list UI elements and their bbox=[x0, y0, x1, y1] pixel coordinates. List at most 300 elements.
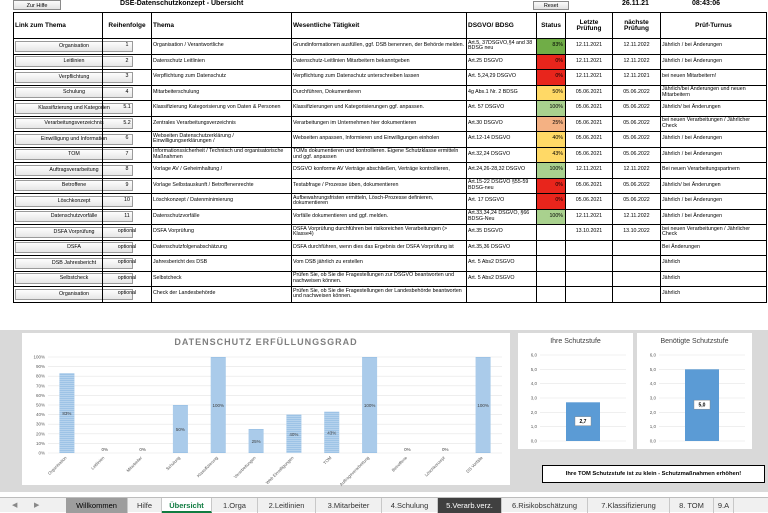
cycle-text: Jährlich / bei Änderungen bbox=[662, 42, 723, 49]
topic-cell bbox=[152, 225, 292, 241]
cycle-cell bbox=[661, 116, 767, 132]
next-check-cell bbox=[613, 178, 661, 194]
bar-value-label: 0% bbox=[101, 447, 109, 452]
law-cell bbox=[467, 70, 537, 86]
category-label: Verarbeitungen bbox=[232, 455, 257, 480]
y-tick-label: 100% bbox=[33, 354, 45, 360]
current-level-title: Ihre Schutzstufe bbox=[550, 338, 601, 345]
last-check-date: 13.10.2021 bbox=[575, 228, 603, 235]
cycle-text: bei neuen Verarbeitungen / Jährlicher Check bbox=[662, 225, 751, 238]
last-check-cell bbox=[566, 101, 613, 117]
activity-text: Prüfen Sie, ob Sie die Fragestellungen zur DSGVO beantworten und nachweisen können. bbox=[293, 272, 455, 284]
tab-übersicht[interactable]: Übersicht bbox=[162, 498, 212, 513]
law-cell bbox=[467, 39, 537, 55]
law-cell bbox=[467, 163, 537, 179]
cycle-text: Bei Änderungen bbox=[662, 243, 700, 250]
topic-cell bbox=[152, 256, 292, 272]
cycle-text: Jährlich / bei Änderungen bbox=[662, 135, 723, 142]
y-tick-label: 6,0 bbox=[530, 352, 537, 358]
topic-cell bbox=[152, 101, 292, 117]
cycle-cell bbox=[661, 39, 767, 55]
link-button[interactable]: Organisation bbox=[15, 289, 133, 300]
table-row bbox=[14, 194, 767, 210]
cycle-text: Bei neuen Verarbeitungspartnern bbox=[662, 166, 740, 173]
order-value: optional bbox=[117, 274, 137, 281]
next-check-date: 12.11.2022 bbox=[623, 212, 650, 219]
link-cell[interactable] bbox=[14, 132, 108, 148]
last-check-date: 05.06.2021 bbox=[575, 197, 603, 204]
required-level-svg bbox=[637, 333, 752, 449]
y-tick-label: 5,0 bbox=[649, 366, 656, 372]
law-text: Art.24,26-28,32 DSGVO bbox=[468, 166, 526, 173]
activity-text: Prüfen Sie, ob Sie die Fragestellungen der Landesbehörde beantworten und nachweisen können. bbox=[293, 287, 462, 300]
y-tick-label: 10% bbox=[35, 440, 45, 446]
bar-value-label: 0% bbox=[441, 447, 449, 452]
status-value: 40% bbox=[552, 135, 563, 142]
law-text: Art.25 DSGVO bbox=[468, 57, 503, 64]
cycle-text: Jährlich bbox=[662, 290, 681, 297]
activity-text: Verarbeitungen im Unternehmen hier dokumentieren bbox=[293, 119, 417, 126]
law-text: Art. 5,24,29 DSGVO bbox=[468, 73, 516, 80]
last-check-date: 05.06.2021 bbox=[575, 119, 603, 126]
col-header-status: Status bbox=[537, 13, 566, 39]
law-cell bbox=[467, 85, 537, 101]
status-cell bbox=[537, 240, 566, 256]
link-cell[interactable] bbox=[14, 147, 103, 163]
last-check-date: 05.06.2021 bbox=[575, 88, 603, 95]
last-check-cell bbox=[566, 209, 613, 225]
link-cell[interactable] bbox=[14, 39, 103, 55]
topic-cell bbox=[152, 271, 292, 287]
law-cell bbox=[467, 101, 537, 117]
next-check-date: 12.11.2022 bbox=[623, 42, 650, 49]
status-cell bbox=[537, 256, 566, 272]
y-tick-label: 2,0 bbox=[530, 409, 537, 415]
link-cell[interactable] bbox=[14, 256, 103, 272]
link-button[interactable]: DSFA Vorprüfung bbox=[15, 227, 133, 238]
order-value: 5.1 bbox=[123, 104, 131, 111]
topic-cell bbox=[152, 194, 292, 210]
link-button[interactable]: TOM bbox=[15, 149, 133, 160]
tab-1-orga[interactable]: 1.Orga bbox=[212, 498, 258, 513]
y-tick-label: 40% bbox=[35, 412, 45, 418]
table-header-row bbox=[14, 13, 767, 39]
top-bar bbox=[0, 0, 768, 12]
topic-text: Organisation / Verantwortliche bbox=[153, 42, 224, 49]
y-tick-label: 0,0 bbox=[649, 438, 656, 444]
next-check-cell bbox=[613, 163, 661, 179]
table-row bbox=[14, 70, 767, 86]
activity-text: DSFA Vorprüfung durchführen bei risikoreichen Verarbeitungen (> Klasse4) bbox=[293, 225, 448, 238]
next-check-cell bbox=[613, 85, 661, 101]
current-level-svg bbox=[518, 333, 633, 449]
activity-cell bbox=[292, 85, 467, 101]
last-check-cell bbox=[566, 54, 613, 70]
current-level-chart bbox=[518, 333, 633, 449]
topic-text: Datenschutzfolgenabschätzung bbox=[153, 243, 227, 250]
status-value: 100% bbox=[549, 212, 563, 219]
link-button[interactable]: Auftragsverarbeitung bbox=[15, 165, 133, 176]
last-check-date: 12.11.2021 bbox=[575, 42, 603, 49]
next-check-date: 05.06.2022 bbox=[623, 197, 650, 204]
y-tick-label: 70% bbox=[35, 383, 45, 389]
activity-cell bbox=[292, 194, 467, 210]
order-cell bbox=[103, 287, 152, 303]
col-header-topic: Thema bbox=[152, 13, 292, 39]
table-row bbox=[14, 178, 767, 194]
order-cell bbox=[103, 240, 152, 256]
table-row bbox=[14, 101, 767, 117]
law-text: Art. 17 DSGVO bbox=[468, 197, 505, 204]
cycle-cell bbox=[661, 132, 767, 148]
page-title: DSE-Datenschutzkonzept - Übersicht bbox=[120, 0, 244, 7]
law-text: 4g Abs.1 Nr. 2 BDSG bbox=[468, 88, 518, 95]
order-value: 1 bbox=[125, 42, 129, 49]
last-check-cell bbox=[566, 132, 613, 148]
status-cell bbox=[537, 116, 566, 132]
link-button[interactable]: Verpflichtung bbox=[15, 72, 133, 83]
table-row bbox=[14, 163, 767, 179]
activity-cell bbox=[292, 163, 467, 179]
link-button[interactable]: Schulung bbox=[15, 87, 133, 98]
status-cell bbox=[537, 163, 566, 179]
link-button[interactable]: Verarbeitungsverzeichnis bbox=[15, 118, 133, 129]
tab-scroll-right-icon[interactable]: ▶ bbox=[34, 502, 40, 509]
next-check-date: 05.06.2022 bbox=[623, 150, 650, 157]
help-button[interactable]: Zur Hilfe bbox=[13, 0, 61, 10]
cycle-text: Jährlich / bei Änderungen bbox=[662, 197, 723, 204]
tab-6-risikobschätzung[interactable]: 6.Risikobschätzung bbox=[502, 498, 588, 513]
law-text: Art.35,36 DSGVO bbox=[468, 243, 511, 250]
cycle-cell bbox=[661, 240, 767, 256]
next-check-cell bbox=[613, 271, 661, 287]
next-check-cell bbox=[613, 101, 661, 117]
next-check-date: 05.06.2022 bbox=[623, 104, 650, 111]
category-label: Klassifizierung bbox=[195, 455, 219, 479]
last-check-cell bbox=[566, 287, 613, 303]
status-cell bbox=[537, 54, 566, 70]
activity-cell bbox=[292, 287, 467, 303]
col-header-law: DSGVO/ BDSG bbox=[467, 13, 537, 39]
activity-cell bbox=[292, 116, 467, 132]
cycle-text: Jährlich/bei Änderungen und neuen Mitarbeitern bbox=[662, 86, 746, 98]
topic-cell bbox=[152, 132, 292, 148]
table-row bbox=[14, 240, 767, 256]
topic-cell bbox=[152, 70, 292, 86]
topic-text: Löschkonzept / Datenminimierung bbox=[153, 197, 234, 204]
last-check-date: 12.11.2021 bbox=[575, 73, 603, 80]
order-cell bbox=[103, 178, 152, 194]
order-cell bbox=[103, 39, 152, 55]
last-check-cell bbox=[566, 178, 613, 194]
topic-text: Mitarbeiterschulung bbox=[153, 88, 200, 95]
status-cell bbox=[537, 209, 566, 225]
warning-message: Ihre TOM Schutzstufe ist zu klein - Schutzmaßnahmen erhöhen! bbox=[542, 465, 765, 483]
topic-text: DSFA Vorprüfung bbox=[153, 228, 194, 235]
topic-cell bbox=[152, 178, 292, 194]
activity-cell bbox=[292, 256, 467, 272]
link-button[interactable]: Selbstcheck bbox=[15, 273, 133, 284]
topic-cell bbox=[152, 240, 292, 256]
last-check-cell bbox=[566, 85, 613, 101]
order-value: 11 bbox=[124, 212, 130, 219]
bar-value-label: 100% bbox=[477, 403, 489, 408]
order-value: 6 bbox=[125, 135, 129, 142]
tab-2-leitlinien[interactable]: 2.Leitlinien bbox=[258, 498, 316, 513]
topic-text: Verpflichtung zum Datenschutz bbox=[153, 73, 227, 80]
y-tick-label: 1,0 bbox=[649, 424, 656, 430]
bar-value-label: 83% bbox=[62, 411, 72, 417]
next-check-cell bbox=[613, 132, 661, 148]
next-check-date: 13.10.2022 bbox=[623, 228, 650, 235]
cycle-text: Jährlich bbox=[662, 259, 681, 266]
cycle-text: bei neuen Mitarbeitern! bbox=[662, 73, 717, 80]
law-text: Art.32,24 DSGVO bbox=[468, 150, 511, 157]
next-check-cell bbox=[613, 147, 661, 163]
order-cell bbox=[103, 256, 152, 272]
topic-text: Datenschutz Leitlinien bbox=[153, 57, 205, 64]
link-button[interactable]: DSFA bbox=[15, 242, 133, 253]
time-display: 08:43:06 bbox=[692, 0, 721, 7]
tab-8-tom[interactable]: 8. TOM bbox=[670, 498, 714, 513]
law-cell bbox=[467, 271, 537, 287]
order-value: 5.2 bbox=[123, 119, 131, 126]
topic-cell bbox=[152, 54, 292, 70]
last-check-date: 05.06.2021 bbox=[575, 135, 603, 142]
cycle-cell bbox=[661, 256, 767, 272]
order-cell bbox=[103, 271, 152, 287]
topic-cell bbox=[152, 209, 292, 225]
cycle-text: Jährlich/ bei Änderungen bbox=[662, 104, 721, 111]
topic-text: Klassifizierung Kategorisierung von Daten & Personen bbox=[153, 104, 281, 111]
order-cell bbox=[103, 194, 152, 210]
y-tick-label: 0,0 bbox=[530, 438, 537, 444]
status-cell bbox=[537, 194, 566, 210]
overview-table bbox=[13, 12, 767, 303]
topic-cell bbox=[152, 116, 292, 132]
last-check-cell bbox=[566, 240, 613, 256]
bar-value-label: 2,7 bbox=[579, 419, 587, 426]
link-button[interactable]: Klassifizierung und Kategorien bbox=[15, 103, 133, 114]
status-value: 25% bbox=[552, 119, 563, 126]
cycle-cell bbox=[661, 163, 767, 179]
topic-text: Check der Landesbehörde bbox=[153, 290, 216, 297]
table-row bbox=[14, 116, 767, 132]
activity-text: Durchführen, Dokumentieren bbox=[293, 88, 362, 95]
activity-cell bbox=[292, 132, 467, 148]
table-row bbox=[14, 287, 767, 303]
link-button[interactable]: DSB Jahresbericht bbox=[15, 258, 133, 269]
next-check-date: 05.06.2022 bbox=[623, 135, 650, 142]
tab-5-verarb-verz-[interactable]: 5.Verarb.verz. bbox=[438, 498, 502, 513]
link-cell[interactable] bbox=[14, 287, 103, 303]
law-text: Art.33,34,24 DSGVO, §66 BDSG-Neu bbox=[468, 210, 530, 222]
y-tick-label: 6,0 bbox=[649, 352, 656, 358]
y-tick-label: 60% bbox=[35, 392, 45, 398]
activity-text: Vom DSB jährlich zu erstellen bbox=[293, 259, 363, 266]
status-value: 50% bbox=[552, 88, 563, 95]
next-check-cell bbox=[613, 54, 661, 70]
last-check-cell bbox=[566, 271, 613, 287]
category-label: Löschkonzept bbox=[423, 455, 446, 478]
category-label: Schulung bbox=[164, 455, 182, 472]
tab-scroll-left-icon[interactable]: ◀ bbox=[12, 502, 18, 509]
link-cell[interactable] bbox=[14, 70, 103, 86]
order-value: 7 bbox=[125, 150, 129, 157]
link-cell[interactable] bbox=[14, 101, 110, 117]
link-cell[interactable] bbox=[14, 209, 103, 225]
topic-text: Jahresbericht des DSB bbox=[153, 259, 208, 266]
table-row bbox=[14, 271, 767, 287]
last-check-date: 12.11.2021 bbox=[575, 212, 603, 219]
order-value: 10 bbox=[124, 197, 130, 204]
tab-3-mitarbeiter[interactable]: 3.Mitarbeiter bbox=[316, 498, 382, 513]
link-cell[interactable] bbox=[14, 85, 103, 101]
link-cell[interactable] bbox=[14, 178, 103, 194]
next-check-cell bbox=[613, 194, 661, 210]
topic-text: Vorlage Selbstauskunft / Betroffenenrechte bbox=[153, 181, 254, 188]
activity-cell bbox=[292, 240, 467, 256]
order-value: optional bbox=[117, 243, 137, 250]
law-text: Art. 57 DSGVO bbox=[468, 104, 505, 111]
y-tick-label: 20% bbox=[35, 431, 45, 437]
category-label: Mitarbeiter bbox=[125, 455, 144, 474]
topic-text: Datenschutzvorfälle bbox=[153, 212, 200, 219]
bar-value-label: 40% bbox=[289, 431, 299, 437]
topic-text: Informationssicherheit / Technisch und organisatorische Maßnahmen bbox=[153, 148, 284, 160]
link-cell[interactable] bbox=[14, 194, 103, 210]
next-check-date: 12.11.2021 bbox=[623, 73, 650, 80]
last-check-cell bbox=[566, 147, 613, 163]
cycle-text: Jährlich/ bei Änderungen bbox=[662, 181, 721, 188]
cycle-cell bbox=[661, 287, 767, 303]
law-cell bbox=[467, 178, 537, 194]
law-cell bbox=[467, 256, 537, 272]
order-value: 3 bbox=[125, 73, 129, 80]
tab-willkommen[interactable]: Willkommen bbox=[66, 498, 128, 513]
reset-button[interactable]: Reset bbox=[533, 1, 569, 10]
bar-value-label: 100% bbox=[363, 403, 376, 408]
status-value: 0% bbox=[555, 57, 563, 64]
order-value: 4 bbox=[125, 88, 129, 95]
law-text: Art. 5 Abs2 DSGVO bbox=[468, 274, 515, 281]
last-check-cell bbox=[566, 194, 613, 210]
cycle-text: Jährlich / bei Änderungen bbox=[662, 150, 723, 157]
topic-text: Vorlage AV / Geheimhaltung / bbox=[153, 166, 223, 173]
cycle-cell bbox=[661, 54, 767, 70]
cycle-text: Jährlich / bei Änderungen bbox=[662, 212, 723, 219]
link-cell[interactable] bbox=[14, 54, 103, 70]
link-cell[interactable] bbox=[14, 225, 103, 241]
category-label: Leitlinien bbox=[89, 455, 106, 471]
topic-text: Webseiten Datenschutzerklärung / Einwilligungserklärungen / bbox=[153, 132, 234, 145]
activity-text: Grundinformationen ausfüllen, ggf. DSB benennen, der Behörde melden. bbox=[293, 42, 465, 49]
next-check-cell bbox=[613, 70, 661, 86]
tab-hilfe[interactable]: Hilfe bbox=[128, 498, 162, 513]
law-cell bbox=[467, 240, 537, 256]
activity-text: Aufbewahrungsfristen ermitteln, Lösch-Prozesse definieren, dokumentieren bbox=[293, 194, 434, 207]
fulfillment-chart-svg bbox=[22, 333, 510, 485]
next-check-date: 05.06.2022 bbox=[623, 119, 650, 126]
activity-text: Webseiten anpassen, Informieren und Einwilligungen einholen bbox=[293, 135, 440, 142]
next-check-date: 05.06.2022 bbox=[623, 181, 650, 188]
y-tick-label: 90% bbox=[35, 364, 45, 370]
y-tick-label: 80% bbox=[35, 373, 45, 379]
activity-text: Verpflichtung zum Datenschutz unterschreiben lassen bbox=[293, 73, 420, 80]
activity-cell bbox=[292, 147, 467, 163]
y-tick-label: 30% bbox=[35, 421, 45, 427]
tab-9-a[interactable]: 9.A bbox=[714, 498, 734, 513]
order-cell bbox=[103, 85, 152, 101]
category-label: Web Einwilligungen bbox=[264, 455, 295, 486]
link-button[interactable]: Betroffene bbox=[15, 180, 133, 191]
law-text: Art.12-14 DSGVO bbox=[468, 135, 511, 142]
last-check-date: 05.06.2021 bbox=[575, 150, 603, 157]
link-button[interactable]: Organisation bbox=[15, 41, 133, 52]
status-cell bbox=[537, 70, 566, 86]
topic-cell bbox=[152, 39, 292, 55]
law-cell bbox=[467, 194, 537, 210]
col-header-last-check: Letzte Prüfung bbox=[566, 13, 613, 39]
table-row bbox=[14, 132, 767, 148]
status-value: 0% bbox=[555, 197, 563, 204]
status-cell bbox=[537, 178, 566, 194]
link-cell[interactable] bbox=[14, 163, 103, 179]
order-cell bbox=[103, 163, 152, 179]
link-cell[interactable] bbox=[14, 116, 103, 132]
last-check-cell bbox=[566, 39, 613, 55]
link-button[interactable]: Einwilligung und Information bbox=[15, 134, 133, 145]
tab-7-klassifizierung[interactable]: 7.Klassifizierung bbox=[588, 498, 670, 513]
law-text: Art.15-22 DSGVO §55-59 BDSG-neu bbox=[468, 179, 529, 191]
link-button[interactable]: Datenschutzvorfälle bbox=[15, 211, 133, 222]
status-cell bbox=[537, 287, 566, 303]
cycle-cell bbox=[661, 271, 767, 287]
sheet-tab-bar bbox=[0, 497, 768, 512]
law-cell bbox=[467, 287, 537, 303]
chart-title: DATENSCHUTZ ERFÜLLUNGSGRAD bbox=[174, 337, 358, 347]
link-button[interactable]: Löschkonzept bbox=[15, 196, 133, 207]
table-row bbox=[14, 147, 767, 163]
bar-value-label: 43% bbox=[327, 430, 337, 436]
y-tick-label: 4,0 bbox=[530, 381, 537, 387]
date-display: 26.11.21 bbox=[622, 0, 649, 7]
law-text: Art.30 DSGVO bbox=[468, 119, 503, 126]
activity-text: Testabfrage / Prozesse üben, dokumentieren bbox=[293, 181, 399, 188]
order-value: optional bbox=[117, 259, 137, 266]
category-label: Organisation bbox=[46, 455, 68, 476]
y-tick-label: 0% bbox=[38, 450, 45, 456]
link-button[interactable]: Leitlinien bbox=[15, 56, 133, 67]
link-cell[interactable] bbox=[14, 271, 103, 287]
table-row bbox=[14, 225, 767, 241]
status-value: 0% bbox=[555, 73, 563, 80]
next-check-cell bbox=[613, 225, 661, 241]
cycle-cell bbox=[661, 194, 767, 210]
link-cell[interactable] bbox=[14, 240, 103, 256]
tab-4-schulung[interactable]: 4.Schulung bbox=[382, 498, 438, 513]
next-check-date: 12.11.2022 bbox=[623, 166, 650, 173]
last-check-cell bbox=[566, 256, 613, 272]
law-cell bbox=[467, 225, 537, 241]
cycle-cell bbox=[661, 101, 767, 117]
last-check-cell bbox=[566, 163, 613, 179]
activity-text: Klassifizierungen und Kategorisierungen ggf. anpassen. bbox=[293, 104, 425, 111]
activity-cell bbox=[292, 70, 467, 86]
last-check-date: 12.11.2021 bbox=[575, 57, 603, 64]
activity-cell bbox=[292, 271, 467, 287]
cycle-text: bei neuen Verarbeitungen / Jährlicher Check bbox=[662, 117, 751, 129]
